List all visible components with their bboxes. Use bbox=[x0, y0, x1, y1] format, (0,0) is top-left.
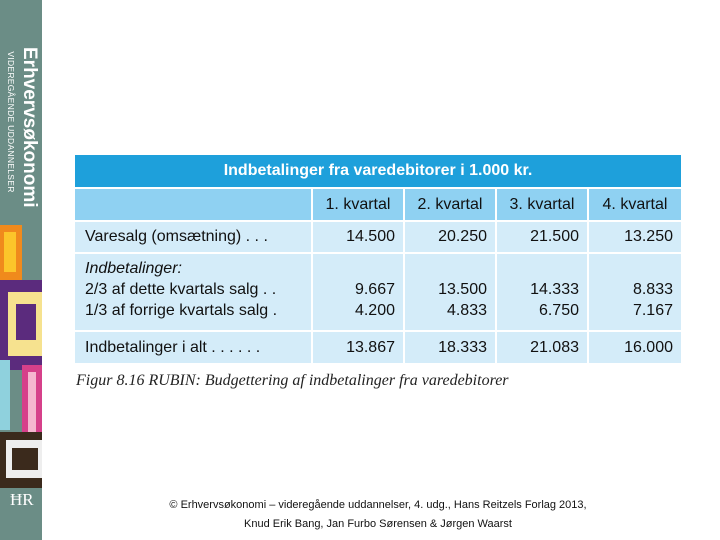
row-label: 2/3 af dette kvartals salg . . bbox=[85, 281, 277, 298]
payments-heading: Indbetalinger: bbox=[85, 260, 182, 277]
row-labels bbox=[75, 254, 311, 330]
column-header: 4. kvartal bbox=[589, 189, 681, 220]
column-header: 1. kvartal bbox=[313, 189, 403, 220]
cell: 21.083 bbox=[497, 332, 587, 363]
cell: 4.833 bbox=[446, 302, 487, 319]
cell: 6.750 bbox=[538, 302, 579, 319]
cell: 9.667 bbox=[354, 281, 395, 298]
cell-pair bbox=[589, 254, 681, 330]
publisher-logo: ĦR bbox=[10, 490, 34, 509]
cell-pair bbox=[497, 254, 587, 330]
header-row bbox=[75, 189, 681, 220]
figure-caption: Figur 8.16 RUBIN: Budgettering af indbetalinger fra varedebitorer bbox=[76, 372, 509, 389]
brand-subtitle: VIDEREGÅENDE UDDANNELSER bbox=[6, 51, 16, 193]
cell: 4.200 bbox=[354, 302, 395, 319]
book-spine bbox=[0, 0, 42, 540]
cell: 21.500 bbox=[497, 222, 587, 252]
column-header: 2. kvartal bbox=[405, 189, 495, 220]
header-empty bbox=[75, 189, 311, 220]
cell: 20.250 bbox=[405, 222, 495, 252]
row-label: Indbetalinger i alt . . . . . . bbox=[75, 332, 311, 363]
cell: 14.500 bbox=[313, 222, 403, 252]
cell: 16.000 bbox=[589, 332, 681, 363]
footer-line: Knud Erik Bang, Jan Furbo Sørensen & Jørgen Waarst bbox=[244, 518, 512, 530]
cell: 8.833 bbox=[632, 281, 673, 298]
brand-title: Erhvervsøkonomi bbox=[19, 47, 40, 208]
footer-line: © Erhvervsøkonomi – videregående uddannelser, 4. udg., Hans Reitzels Forlag 2013, bbox=[169, 499, 587, 511]
receivables-table bbox=[75, 155, 681, 363]
cell: 13.867 bbox=[313, 332, 403, 363]
copyright-footer bbox=[100, 496, 656, 534]
cell: 18.333 bbox=[405, 332, 495, 363]
cell: 7.167 bbox=[632, 302, 673, 319]
row-label: Varesalg (omsætning) . . . bbox=[75, 222, 311, 252]
table-row-payments bbox=[75, 254, 681, 330]
table-title: Indbetalinger fra varedebitorer i 1.000 kr. bbox=[75, 155, 681, 187]
cell-pair bbox=[405, 254, 495, 330]
table-row-total bbox=[75, 332, 681, 363]
column-header: 3. kvartal bbox=[497, 189, 587, 220]
cell: 13.250 bbox=[589, 222, 681, 252]
cell-pair bbox=[313, 254, 403, 330]
cell: 14.333 bbox=[530, 281, 579, 298]
cell: 13.500 bbox=[438, 281, 487, 298]
row-label: 1/3 af forrige kvartals salg . bbox=[85, 302, 278, 319]
table-row-sales bbox=[75, 222, 681, 252]
